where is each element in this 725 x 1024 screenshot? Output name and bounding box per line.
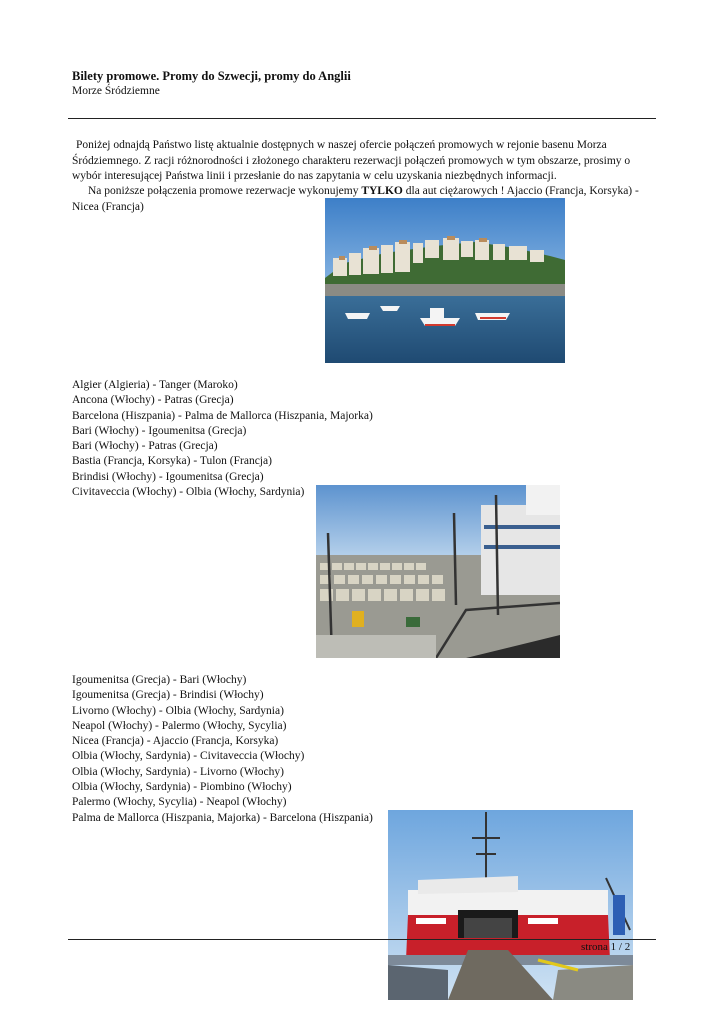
page-number: strona 1 / 2	[581, 941, 631, 953]
page-title: Bilety promowe. Promy do Szwecji, promy do Anglii	[72, 69, 351, 83]
truck-notice-emphasis: TYLKO	[361, 185, 403, 197]
route-item: Palermo (Włochy, Sycylia) - Neapol (Włochy)	[72, 796, 287, 809]
route-item: Algier (Algieria) - Tanger (Maroko)	[72, 379, 238, 391]
route-item: Bari (Włochy) - Igoumenitsa (Grecja)	[72, 424, 247, 437]
truck-notice-route: dla aut ciężarowych ! Ajaccio (Francja, Korsyka) - Nicea (Francja)	[72, 185, 639, 213]
footer-divider	[68, 939, 656, 940]
route-item: Palma de Mallorca (Hiszpania, Majorka) - Barcelona (Hiszpania)	[72, 811, 373, 824]
page-subtitle: Morze Śródziemne	[72, 85, 160, 97]
route-item: Igoumenitsa (Grecja) - Bari (Włochy)	[72, 674, 247, 686]
harbor-town-photo	[325, 198, 565, 363]
port-terminal-photo	[316, 485, 560, 658]
route-item: Livorno (Włochy) - Olbia (Włochy, Sardynia)	[72, 704, 284, 717]
route-item: Bastia (Francja, Korsyka) - Tulon (Francja)	[72, 455, 272, 468]
route-item: Neapol (Włochy) - Palermo (Włochy, Sycylia)	[72, 719, 287, 732]
route-item: Olbia (Włochy, Sardynia) - Civitaveccia (Włochy)	[72, 750, 305, 763]
intro-paragraph: Poniżej odnajdą Państwo listę aktualnie dostępnych w naszej ofercie połączeń promowych w rejonie basenu Morza Śródziemnego. Z racji różnorodności i złożonego charakteru rezerwacji połączeń promowych w tym obszarze, prosimy o wybór interesującej Państwa linii i przesłanie do nas zapytania w celu uzyskania niezbędnych informacji.	[72, 139, 631, 182]
route-item: Olbia (Włochy, Sardynia) - Livorno (Włochy)	[72, 765, 284, 778]
route-item: Barcelona (Hiszpania) - Palma de Mallorca (Hiszpania, Majorka)	[72, 409, 373, 422]
route-item: Bari (Włochy) - Patras (Grecja)	[72, 440, 218, 453]
route-item: Igoumenitsa (Grecja) - Brindisi (Włochy)	[72, 689, 264, 702]
route-item: Ancona (Włochy) - Patras (Grecja)	[72, 394, 234, 407]
route-item: Nicea (Francja) - Ajaccio (Francja, Korsyka)	[72, 735, 279, 748]
ferry-bow-photo	[388, 810, 633, 1000]
truck-notice-text: Na poniższe połączenia promowe rezerwacje wykonujemy	[88, 185, 359, 197]
route-item: Civitaveccia (Włochy) - Olbia (Włochy, Sardynia)	[72, 486, 305, 499]
route-list-1	[72, 378, 373, 500]
route-list-2	[72, 673, 373, 826]
route-item: Olbia (Włochy, Sardynia) - Piombino (Włochy)	[72, 781, 292, 794]
header-divider	[68, 118, 656, 119]
route-item: Brindisi (Włochy) - Igoumenitsa (Grecja)	[72, 470, 264, 483]
